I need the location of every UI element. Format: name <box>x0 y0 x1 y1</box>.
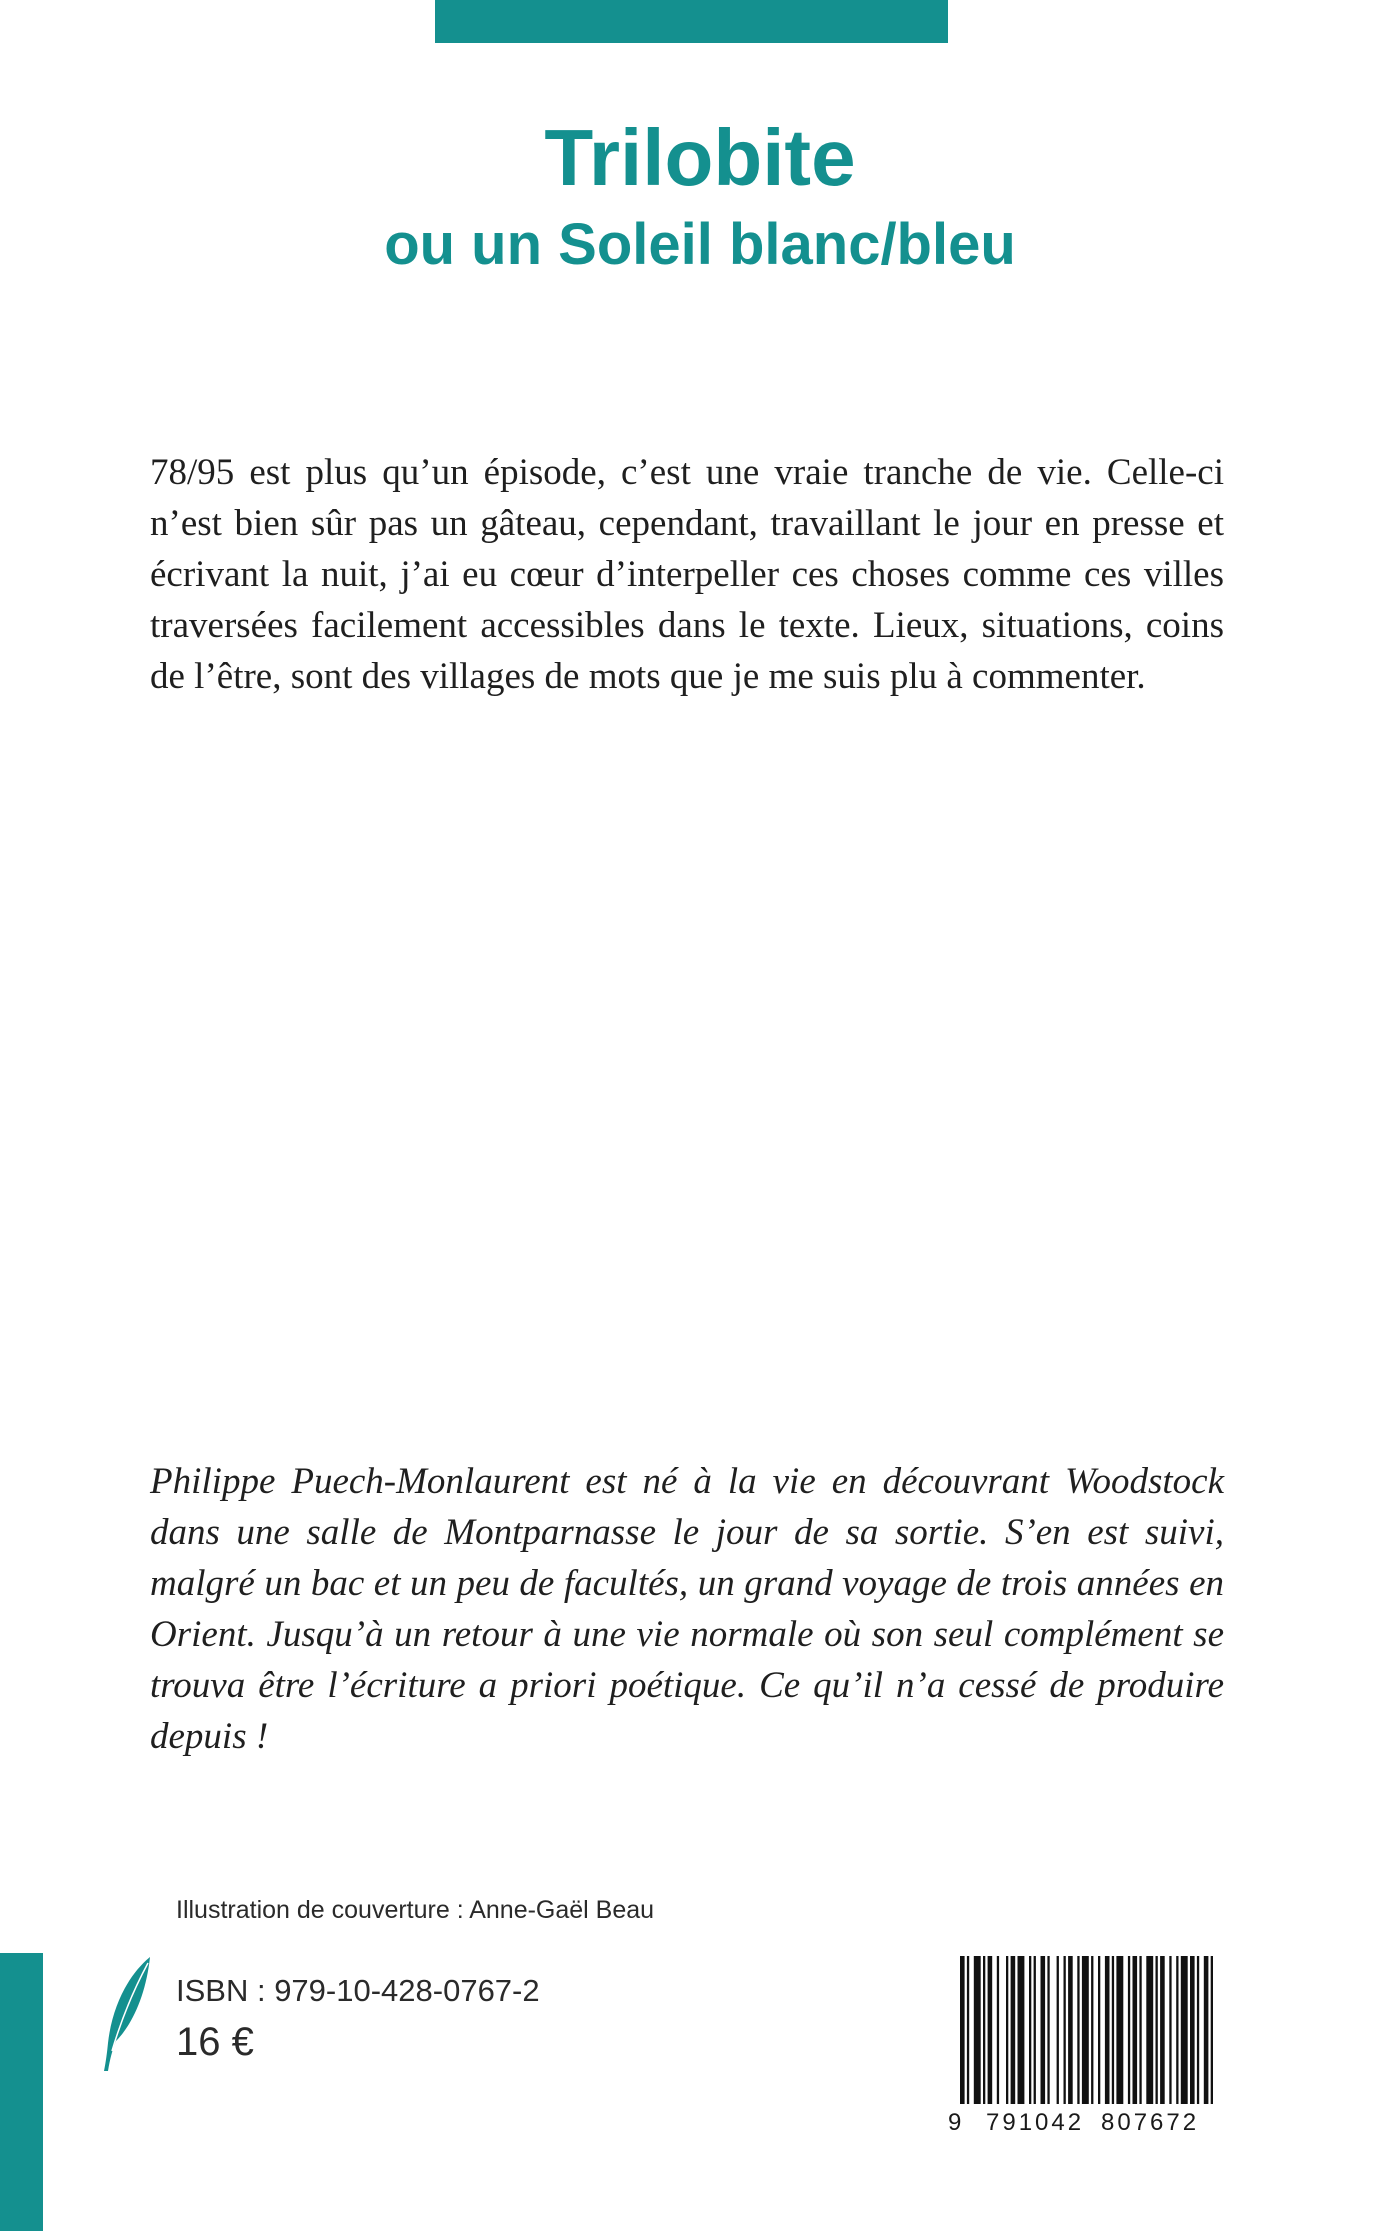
barcode-digits-left: 791042 <box>986 2109 1085 2134</box>
barcode-bar <box>1176 1956 1178 2104</box>
side-accent-band <box>0 1953 43 2231</box>
barcode-bar <box>1098 1956 1100 2104</box>
book-title: Trilobite <box>544 113 856 202</box>
barcode-bars <box>960 1956 1213 2104</box>
barcode-bar <box>997 1956 999 2104</box>
barcode-bar <box>1128 1956 1130 2104</box>
barcode <box>946 1948 1226 2134</box>
barcode-bar <box>1146 1956 1153 2104</box>
barcode-bar <box>1181 1956 1188 2104</box>
barcode-bar <box>1041 1956 1046 2104</box>
barcode-bar <box>1091 1956 1093 2104</box>
barcode-bar <box>1139 1956 1141 2104</box>
barcode-bar <box>1011 1956 1016 2104</box>
barcode-bar <box>988 1956 993 2104</box>
barcode-bar <box>1156 1956 1158 2104</box>
feather-icon <box>98 1955 158 2075</box>
barcode-bar <box>1169 1956 1171 2104</box>
illustration-credit: Illustration de couverture : Anne-Gaël Beau <box>176 1896 655 1924</box>
barcode-bar <box>1077 1956 1079 2104</box>
barcode-bar <box>1034 1956 1036 2104</box>
barcode-digit-lead: 9 <box>948 2109 962 2134</box>
barcode-bar <box>974 1956 981 2104</box>
barcode-bar <box>1029 1956 1031 2104</box>
book-subtitle: ou un Soleil blanc/bleu <box>384 212 1016 277</box>
barcode-graphic <box>946 1948 1226 2134</box>
blurb-paragraph: 78/95 est plus qu’un épisode, c’est une vraie tranche de vie. Celle-ci n’est bien sûr pas un gâteau, cependant, travaillant le jour en presse et écrivant la nuit, j’ai eu cœur d’interpeller ces choses comme ces villes traversées facilement accessibles dans le texte. Lieux, situations, coins de l’être, sont des villages de mots que je me suis plu à commenter. <box>150 452 1224 697</box>
barcode-bar <box>1082 1956 1089 2104</box>
price: 16 € <box>176 2020 254 2064</box>
author-bio-paragraph: Philippe Puech-Monlaurent est né à la vie en découvrant Woodstock dans une salle de Montparnasse le jour de sa sortie. S’en est suivi, malgré un bac et un peu de facultés, un grand voyage de trois années en Orient. Jusqu’à un retour à une vie normale où son seul complément se trouva être l’écriture a priori poétique. Ce qu’il n’a cessé de produire depuis ! <box>150 1461 1224 1757</box>
barcode-bar <box>967 1956 969 2104</box>
barcode-bar <box>1105 1956 1110 2104</box>
barcode-bar <box>1133 1956 1138 2104</box>
barcode-bar <box>1211 1956 1213 2104</box>
barcode-digits-right: 807672 <box>1101 2109 1200 2134</box>
barcode-bar <box>1068 1956 1073 2104</box>
isbn-number: ISBN : 979-10-428-0767-2 <box>176 1973 540 2008</box>
barcode-bar <box>1064 1956 1066 2104</box>
barcode-bar <box>1204 1956 1209 2104</box>
barcode-bar <box>983 1956 985 2104</box>
barcode-bar <box>1018 1956 1025 2104</box>
barcode-bar <box>1047 1956 1049 2104</box>
barcode-bar <box>960 1956 965 2104</box>
barcode-bar <box>1057 1956 1059 2104</box>
barcode-bar <box>1112 1956 1114 2104</box>
barcode-bar <box>1197 1956 1199 2104</box>
barcode-bar <box>1190 1956 1195 2104</box>
barcode-bar <box>1006 1956 1008 2104</box>
barcode-bar <box>1160 1956 1165 2104</box>
top-accent-band <box>435 0 948 43</box>
barcode-bar <box>1116 1956 1123 2104</box>
